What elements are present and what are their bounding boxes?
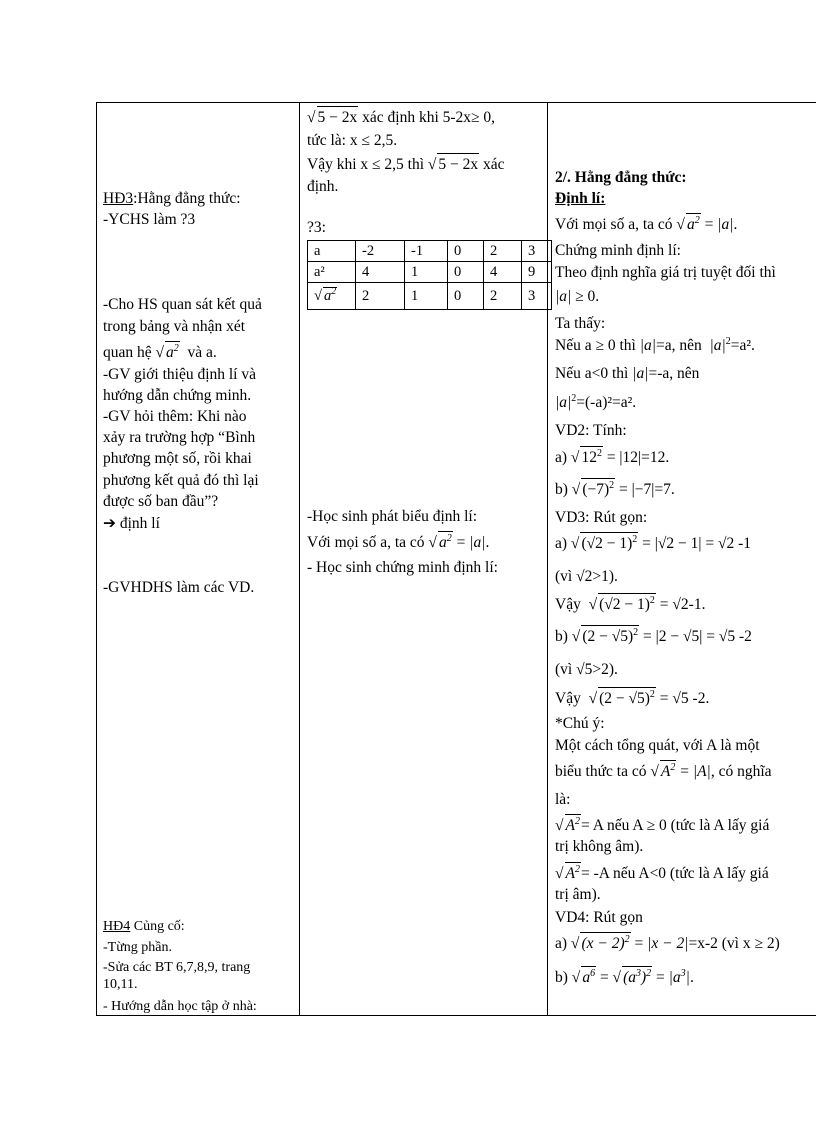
chu-y: *Chú ý: xyxy=(555,715,605,732)
vd3-b: b) √ $(2 - √5)^2 = |2 - √5| = √5$ -2 xyxy=(555,626,752,645)
q3-table xyxy=(307,240,552,310)
table-row: a -2 -1 0 2 3 xyxy=(308,241,552,262)
column-teacher-activity xyxy=(96,102,300,1016)
hs-voi-moi: Với mọi số a, ta có √ $a^2 = |a|$. xyxy=(307,532,490,551)
gv-hoi-2: xảy ra trường hợp “Bình xyxy=(103,429,256,446)
gv-hoi-3: phương một số, rồi khai xyxy=(103,450,252,467)
a-neu-2b: trị âm). xyxy=(555,886,601,903)
xac-dinh-line3: Vậy khi x ≤ 2,5 thì √ 5 − 2x xác xyxy=(307,153,505,175)
tong-quat-1: Một cách tổng quát, với A là một xyxy=(555,737,760,754)
la: là: xyxy=(555,791,571,808)
tong-quat-2: biểu thức ta có √ $A^2 = |A|$, có nghĩa xyxy=(555,761,772,780)
ychs-text: -YCHS làm ?3 xyxy=(103,211,196,228)
gv-hoi-5: được số ban đầu”? xyxy=(103,493,219,510)
xac-dinh-line1: √ 5 − 2x xác định khi 5-2x≥ 0, xyxy=(307,106,495,128)
dinh-li-arrow: ➔ định lí xyxy=(103,515,160,532)
hs-chung-minh: - Học sinh chứng minh định lí: xyxy=(307,559,498,576)
table-row: √ $a^2$ 2 1 0 2 3 xyxy=(308,283,552,310)
vd3-a: a) √ $(√2 - 1)^2 = |√2 - 1| = √2$ -1 xyxy=(555,533,752,552)
section-heading: 2/. Hằng đẳng thức: xyxy=(555,169,687,186)
vd2-heading: VD2: Tính: xyxy=(555,422,627,439)
chung-minh: Chứng minh định lí: xyxy=(555,242,681,259)
gv-hoi-4: phương kết quả đó thì lại xyxy=(103,472,259,489)
vd2-a: a) √ $12^2 = |12|=12$. xyxy=(555,447,670,466)
dinh-li-statement: Với mọi số a, ta có √ $a^2 = |a|$. xyxy=(555,214,738,233)
hs-phat-bieu: -Học sinh phát biểu định lí: xyxy=(307,508,478,525)
vd4-heading: VD4: Rút gọn xyxy=(555,909,643,926)
sqrt-a2-cell: √ $a^2$ xyxy=(308,283,356,310)
vd2-b: b) √ $(-7)^2 = |-7|=7$. xyxy=(555,479,675,498)
vay-2: Vậy √ $(2 - √5)^2 = √5$ -2. xyxy=(555,688,710,707)
dinh-li-heading: Định lí: xyxy=(555,190,606,207)
xac-dinh-line2: tức là: x ≤ 2,5. xyxy=(307,132,398,149)
q3-label: ?3: xyxy=(307,219,326,236)
cho-hs-line1: -Cho HS quan sát kết quả xyxy=(103,296,262,313)
theo-dinh-nghia: Theo định nghĩa giá trị tuyệt đối thì xyxy=(555,264,776,281)
neu-a-lt0: Nếu a<0 thì |a|=-a, nên xyxy=(555,365,700,382)
sua-bt-1: -Sửa các BT 6,7,8,9, trang xyxy=(103,960,251,975)
vd4-a: a) √ $(x - 2)^2 = |x - 2|=x-2$ (vì x ≥ 2) xyxy=(555,933,780,952)
a-neu-2: √ $A^2= -A$ nếu A<0 (tức là A lấy giá xyxy=(555,863,769,882)
hd3-heading: HĐ3:Hằng đẳng thức: xyxy=(103,190,241,207)
a-neu-1b: trị không âm). xyxy=(555,838,644,855)
hd4-heading: HĐ4 Củng cố: xyxy=(103,919,185,934)
huong-dan: - Hướng dẫn học tập ở nhà: xyxy=(103,999,257,1014)
xac-dinh-line4: định. xyxy=(307,178,339,195)
gv-gioi-thieu-1: -GV giới thiệu định lí và xyxy=(103,366,256,383)
vd4-b: b) √ $a^6$ = √ $(a^3)^2 = |a^3|$. xyxy=(555,967,694,986)
neu-a-ge0: Nếu a ≥ 0 thì |a|=a, nên $|a|^2=a^2$. xyxy=(555,335,755,354)
vd3-heading: VD3: Rút gọn: xyxy=(555,509,648,526)
gv-gioi-thieu-2: hướng dẫn chứng minh. xyxy=(103,387,252,404)
quan-he-line: quan hệ √ $a^2$ và a. xyxy=(103,342,217,361)
cho-hs-line2: trong bảng và nhận xét xyxy=(103,318,246,335)
vay-1: Vậy √ $(√2 - 1)^2 = √2-1$. xyxy=(555,594,706,613)
arrow-right-icon: ➔ xyxy=(103,515,116,532)
vi-sqrt2: (vì √2>1). xyxy=(555,568,618,585)
vi-sqrt5: (vì √5>2). xyxy=(555,661,618,678)
neu-a-lt0-2: $|a|^2=(-a)^2=a^2$. xyxy=(555,392,637,411)
ta-thay: Ta thấy: xyxy=(555,315,606,332)
sua-bt-2: 10,11. xyxy=(103,977,138,992)
a-neu-1: √ $A^2= A$ nếu A ≥ 0 (tức là A lấy giá xyxy=(555,815,770,834)
gvhdhs-text: -GVHDHS làm các VD. xyxy=(103,579,255,596)
table-row: a² 4 1 0 4 9 xyxy=(308,262,552,283)
tung-phan: -Từng phần. xyxy=(103,940,173,955)
gv-hoi-1: -GV hỏi thêm: Khi nào xyxy=(103,408,247,425)
abs-ge0: |a| ≥ 0. xyxy=(555,288,600,305)
